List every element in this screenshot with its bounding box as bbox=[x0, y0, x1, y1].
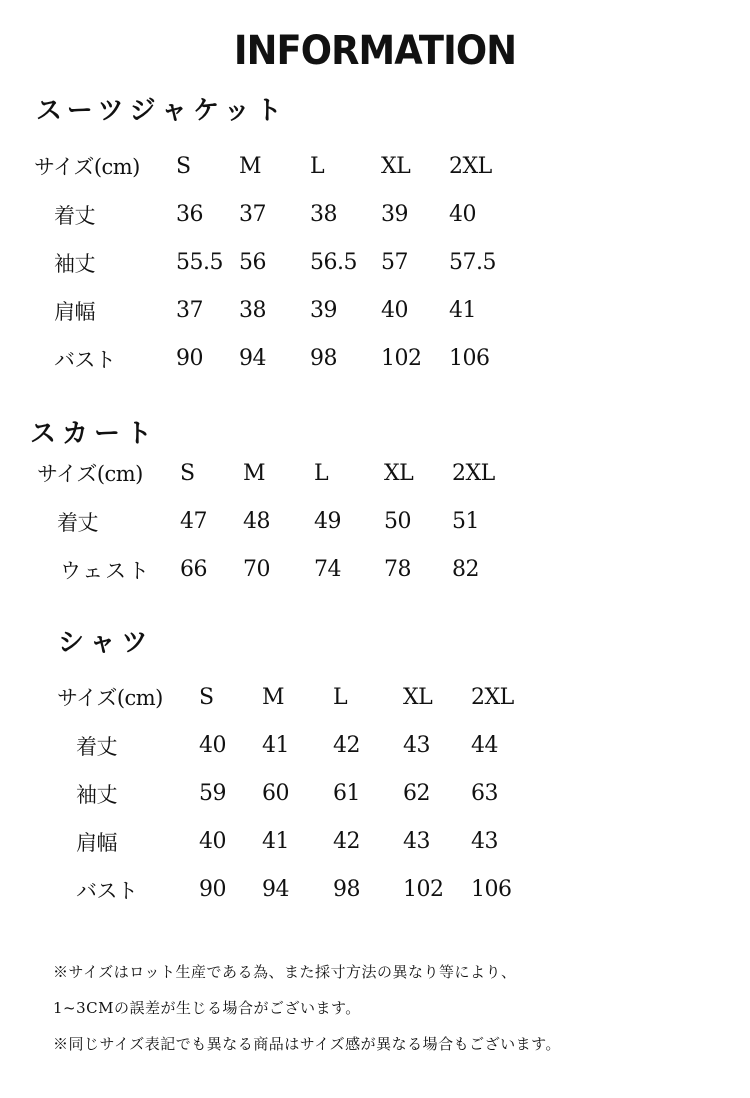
note-line: ※サイズはロット生産である為、また採寸方法の異なり等により、 bbox=[53, 963, 517, 981]
value-xl: 62 bbox=[403, 781, 430, 806]
value-2xl: 40 bbox=[449, 202, 476, 227]
header-2xl: 2XL bbox=[471, 685, 514, 710]
header-l: L bbox=[333, 685, 348, 710]
value-m: 94 bbox=[239, 346, 266, 371]
value-m: 94 bbox=[262, 877, 289, 902]
row-label: 肩幅 bbox=[76, 831, 117, 855]
value-s: 36 bbox=[176, 202, 203, 227]
row-label: 肩幅 bbox=[54, 300, 95, 324]
value-m: 37 bbox=[239, 202, 266, 227]
header-m: M bbox=[239, 154, 262, 179]
header-m: M bbox=[262, 685, 285, 710]
value-l: 38 bbox=[310, 202, 337, 227]
value-l: 98 bbox=[333, 877, 360, 902]
value-xl: 50 bbox=[384, 509, 411, 534]
value-xl: 43 bbox=[403, 733, 430, 758]
header-m: M bbox=[243, 461, 266, 486]
value-l: 39 bbox=[310, 298, 337, 323]
value-s: 47 bbox=[180, 509, 207, 534]
value-m: 41 bbox=[262, 829, 289, 854]
value-xl: 57 bbox=[381, 250, 408, 275]
note-line: ※同じサイズ表記でも異なる商品はサイズ感が異なる場合もございます。 bbox=[53, 1035, 561, 1053]
row-label: ウェスト bbox=[60, 559, 152, 583]
value-2xl: 63 bbox=[471, 781, 498, 806]
value-s: 55.5 bbox=[176, 250, 223, 275]
header-size-label: サイズ(cm) bbox=[37, 462, 143, 486]
value-2xl: 57.5 bbox=[449, 250, 496, 275]
section-title-jacket: スーツジャケット bbox=[36, 96, 288, 126]
value-2xl: 106 bbox=[471, 877, 512, 902]
value-s: 66 bbox=[180, 557, 207, 582]
value-s: 90 bbox=[199, 877, 226, 902]
section-title-skirt: スカート bbox=[30, 419, 159, 449]
value-l: 49 bbox=[314, 509, 341, 534]
value-s: 59 bbox=[199, 781, 226, 806]
page-title: INFORMATION bbox=[233, 28, 517, 74]
value-l: 42 bbox=[333, 733, 360, 758]
value-m: 70 bbox=[243, 557, 270, 582]
value-2xl: 41 bbox=[449, 298, 476, 323]
row-label: 着丈 bbox=[57, 511, 98, 535]
value-l: 56.5 bbox=[310, 250, 357, 275]
header-2xl: 2XL bbox=[452, 461, 495, 486]
header-l: L bbox=[314, 461, 329, 486]
value-m: 56 bbox=[239, 250, 266, 275]
value-s: 40 bbox=[199, 829, 226, 854]
row-label: バスト bbox=[76, 879, 138, 903]
value-2xl: 106 bbox=[449, 346, 490, 371]
row-label: 着丈 bbox=[76, 735, 117, 759]
header-xl: XL bbox=[403, 685, 433, 710]
header-size-label: サイズ(cm) bbox=[34, 155, 140, 179]
value-2xl: 51 bbox=[452, 509, 479, 534]
row-label: バスト bbox=[54, 348, 116, 372]
header-xl: XL bbox=[381, 154, 411, 179]
value-l: 98 bbox=[310, 346, 337, 371]
value-xl: 40 bbox=[381, 298, 408, 323]
value-m: 60 bbox=[262, 781, 289, 806]
value-s: 40 bbox=[199, 733, 226, 758]
row-label: 袖丈 bbox=[76, 783, 117, 807]
value-xl: 78 bbox=[384, 557, 411, 582]
section-title-shirt: シャツ bbox=[58, 628, 154, 658]
value-2xl: 44 bbox=[471, 733, 498, 758]
value-l: 42 bbox=[333, 829, 360, 854]
value-xl: 43 bbox=[403, 829, 430, 854]
row-label: 袖丈 bbox=[54, 252, 95, 276]
value-xl: 39 bbox=[381, 202, 408, 227]
header-xl: XL bbox=[384, 461, 414, 486]
header-s: S bbox=[199, 685, 214, 710]
header-size-label: サイズ(cm) bbox=[57, 686, 163, 710]
value-m: 38 bbox=[239, 298, 266, 323]
value-l: 61 bbox=[333, 781, 360, 806]
value-2xl: 82 bbox=[452, 557, 479, 582]
header-2xl: 2XL bbox=[449, 154, 492, 179]
row-label: 着丈 bbox=[54, 204, 95, 228]
value-2xl: 43 bbox=[471, 829, 498, 854]
header-s: S bbox=[180, 461, 195, 486]
value-xl: 102 bbox=[381, 346, 422, 371]
note-line: 1~3CMの誤差が生じる場合がございます。 bbox=[53, 999, 361, 1017]
value-xl: 102 bbox=[403, 877, 444, 902]
value-s: 37 bbox=[176, 298, 203, 323]
value-s: 90 bbox=[176, 346, 203, 371]
value-m: 48 bbox=[243, 509, 270, 534]
header-l: L bbox=[310, 154, 325, 179]
value-m: 41 bbox=[262, 733, 289, 758]
header-s: S bbox=[176, 154, 191, 179]
value-l: 74 bbox=[314, 557, 341, 582]
